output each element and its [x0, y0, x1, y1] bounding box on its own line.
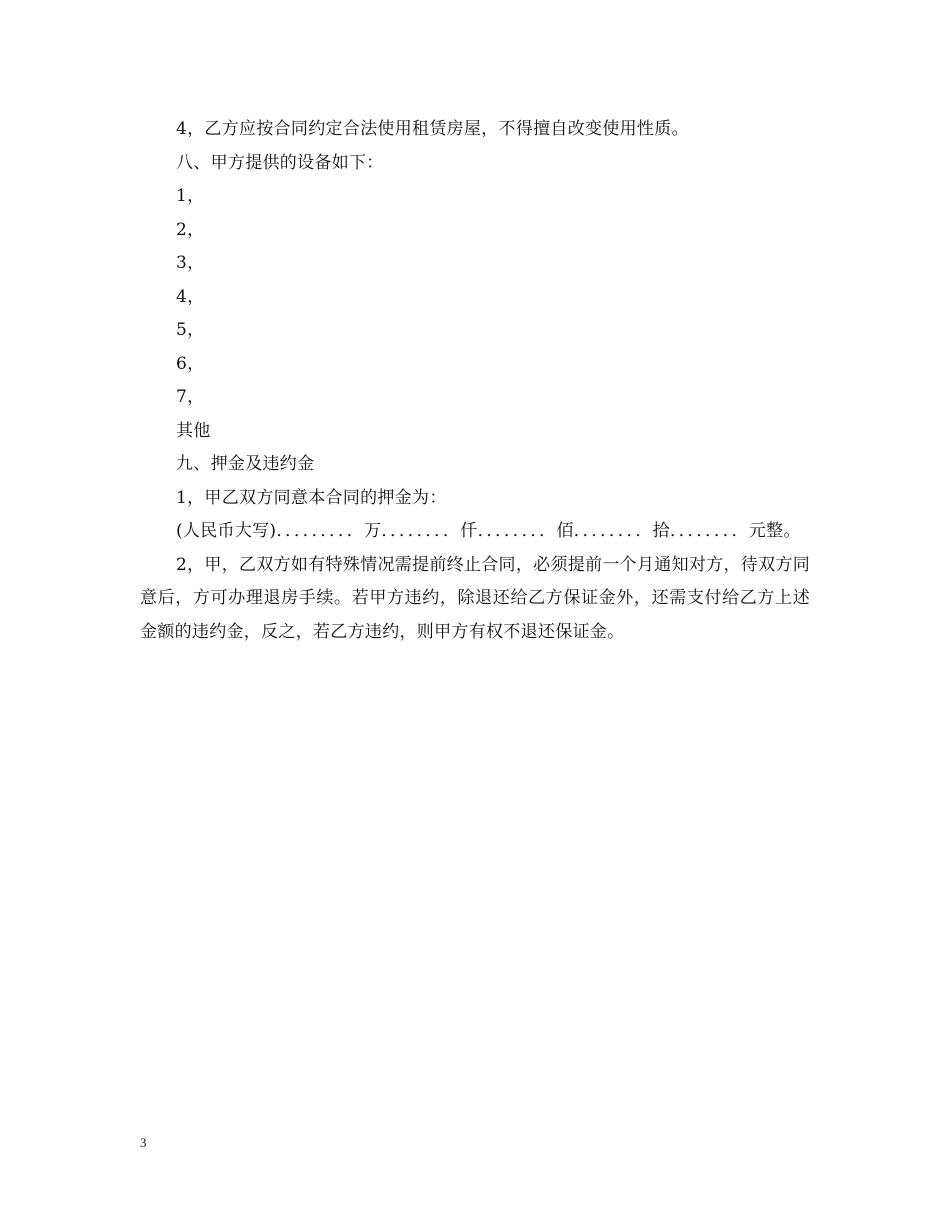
page-number: 3	[140, 1135, 147, 1150]
section-8-heading: 八、甲方提供的设备如下：	[176, 152, 384, 173]
equipment-item-3: 3，	[176, 253, 205, 273]
deposit-clause-1: 1，甲乙双方同意本合同的押金为：	[176, 487, 447, 508]
equipment-item-1: 1，	[176, 186, 205, 206]
equipment-item-4: 4，	[176, 286, 205, 307]
clause-7-item-4: 4，乙方应按合同约定合法使用租赁房屋，不得擅自改变使用性质。	[176, 119, 689, 139]
document-body	[140, 113, 810, 649]
deposit-clause-2: 2，甲，乙双方如有特殊情况需提前终止合同，必须提前一个月通知对方，待双方同意后，方可办理退房手续。若甲方违约，除退还给乙方保证金外，还需支付给乙方上述金额的违约金，反之，若乙方违约，则甲方有权不退还保证金。	[140, 554, 810, 642]
equipment-item-6: 6，	[176, 353, 205, 374]
equipment-item-7: 7，	[176, 387, 205, 407]
equipment-item-5: 5，	[176, 320, 205, 340]
deposit-amount-line: (人民币大写)．．．．．．．．．万．．．．．．．．仟．．．．．．．．佰．．．．．．．．拾．．．．．．．．元整。	[176, 521, 801, 541]
equipment-item-2: 2，	[176, 219, 205, 240]
equipment-other: 其他	[176, 420, 211, 441]
section-9-heading: 九、押金及违约金	[176, 454, 315, 474]
